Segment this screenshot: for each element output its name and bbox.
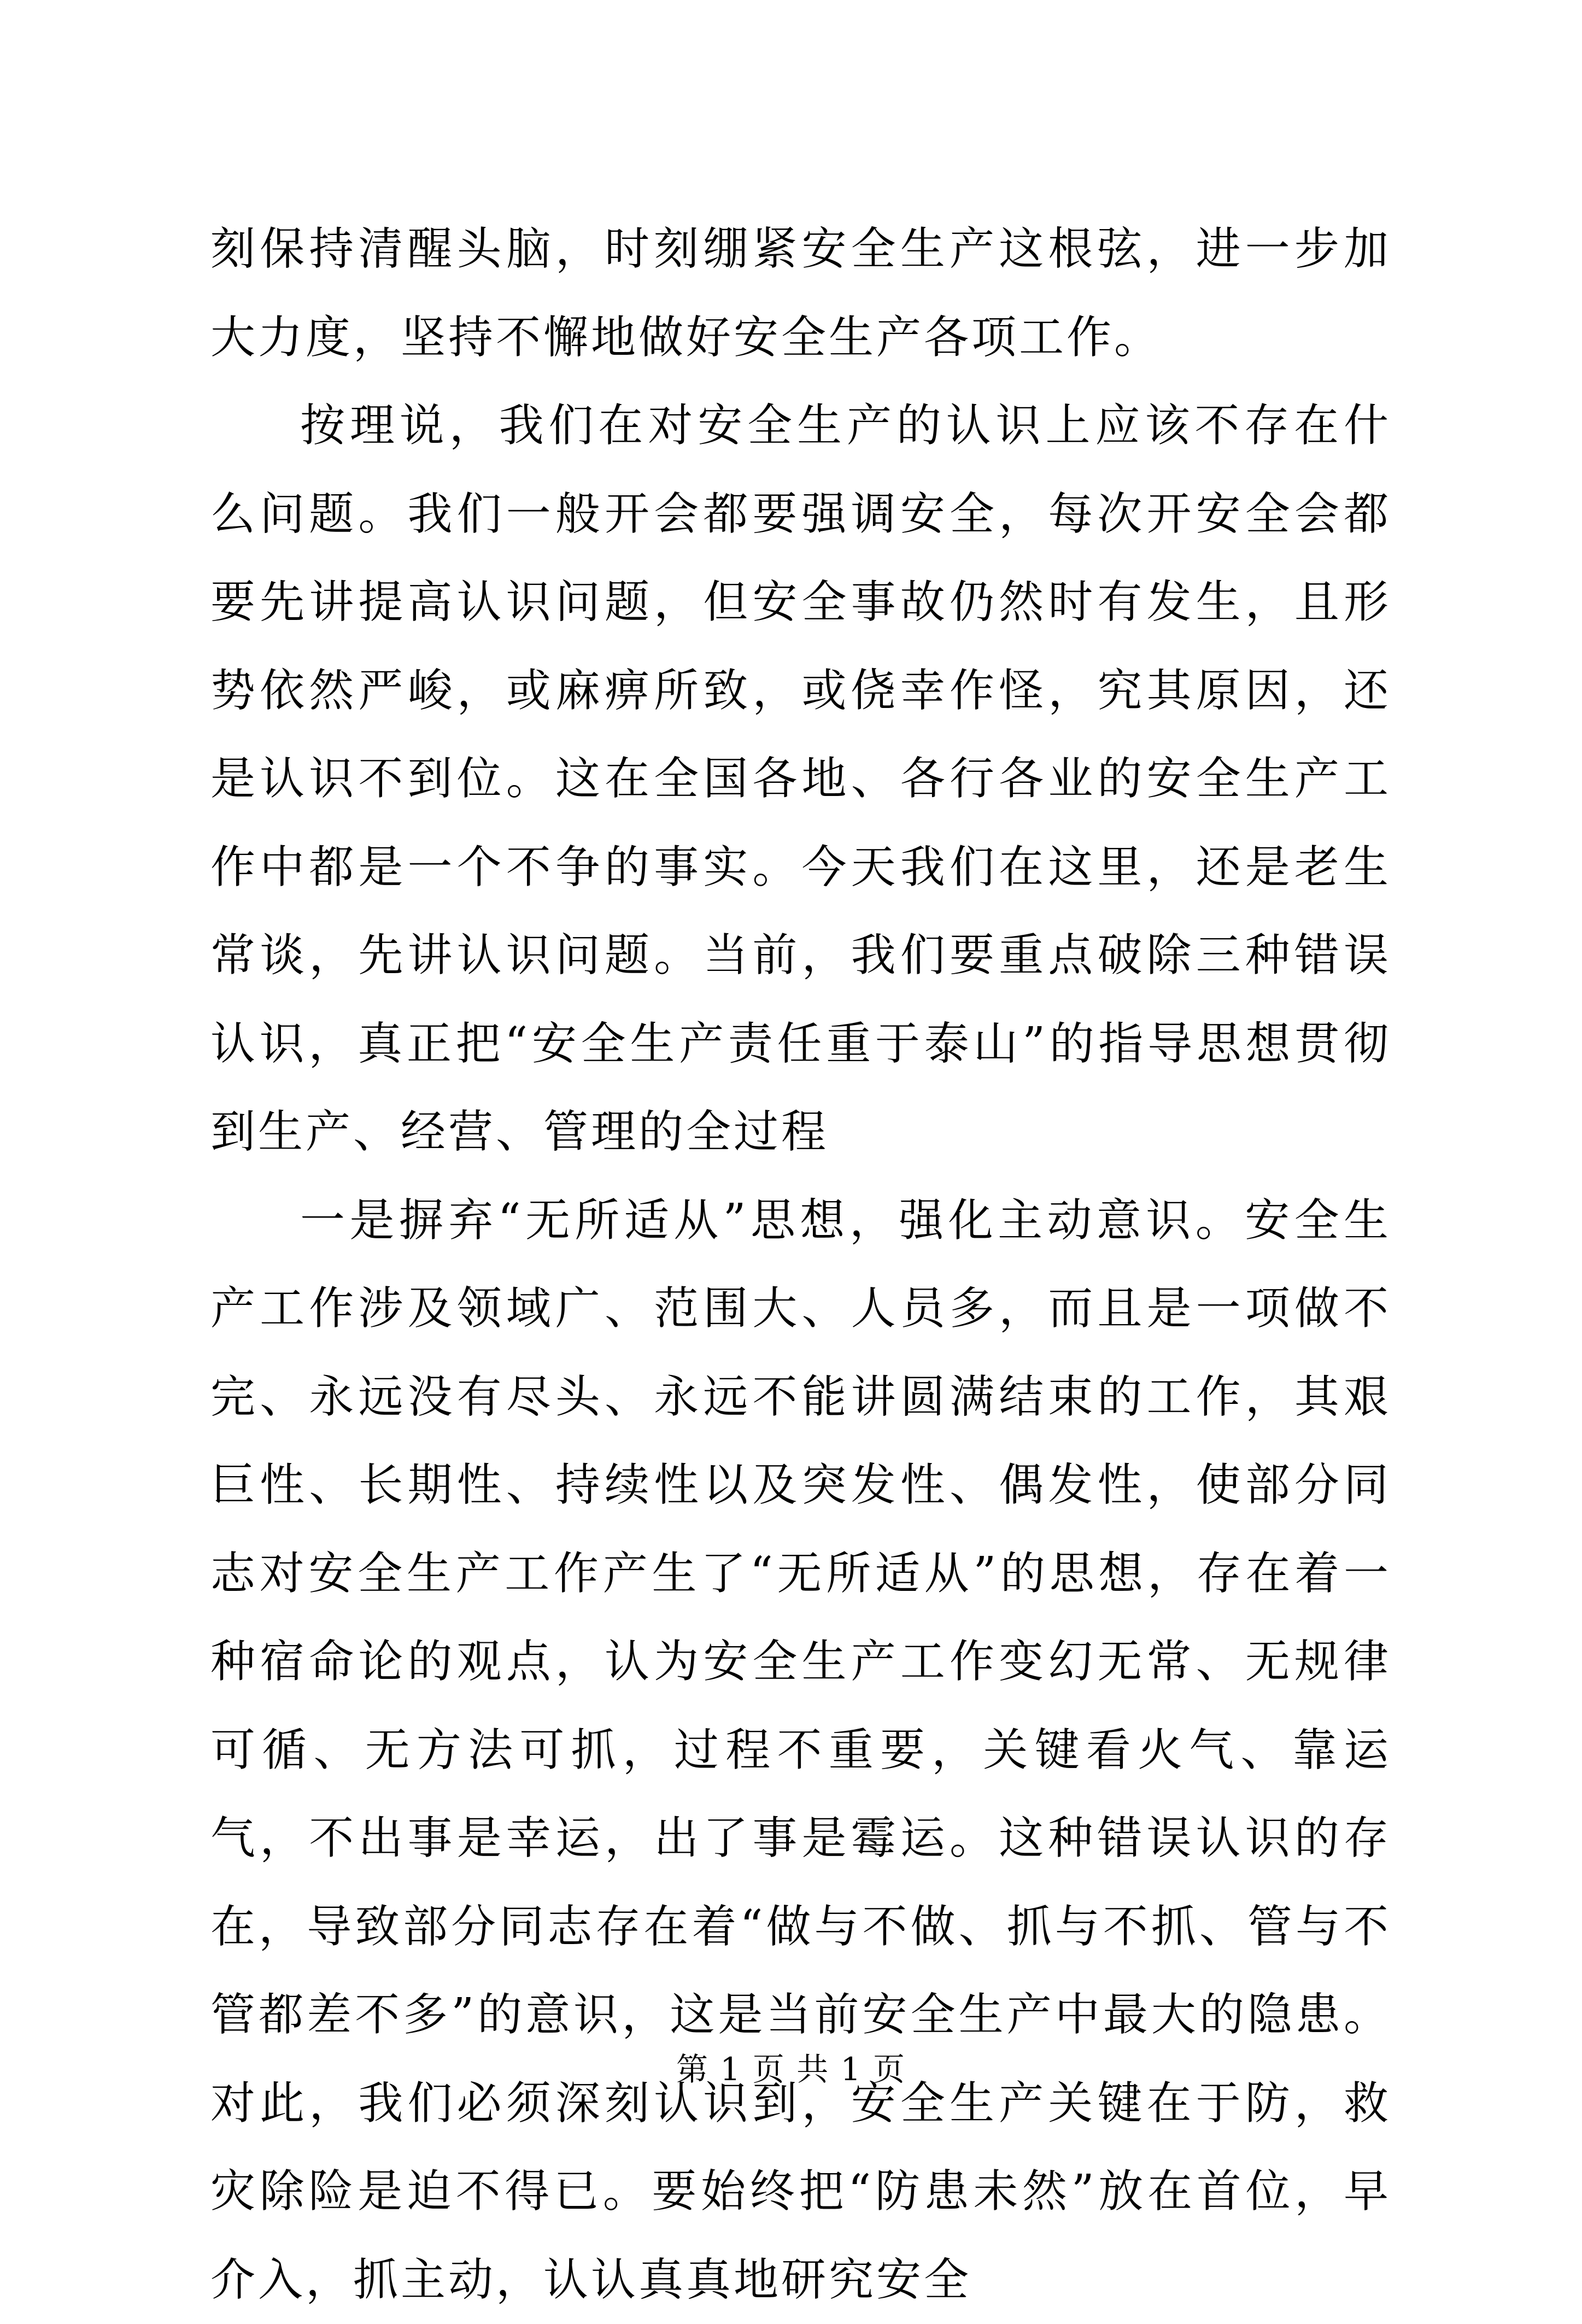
page-footer: 第 1 页 共 1 页: [0, 2047, 1582, 2091]
document-body: [210, 205, 1391, 2324]
paragraph-point-one: 一是摒弃“无所适从”思想，强化主动意识。安全生产工作涉及领域广、范围大、人员多，而且是一项做不完、永远没有尽头、永远不能讲圆满结束的工作，其艰巨性、长期性、持续性以及突发性、偶发性，使部分同志对安全生产工作产生了“无所适从”的思想，存在着一种宿命论的观点，认为安全生产工作变幻无常、无规律可循、无方法可抓，过程不重要，关键看火气、靠运气，不出事是幸运，出了事是霉运。这种错误认识的存在，导致部分同志存在着“做与不做、抓与不抓、管与不管都差不多”的意识，这是当前安全生产中最大的隐患。对此，我们必须深刻认识到，安全生产关键在于防，救灾除险是迫不得已。要始终把“防患未然”放在首位，早介入，抓主动，认认真真地研究安全: [210, 1176, 1391, 2324]
paragraph-awareness: 按理说，我们在对安全生产的认识上应该不存在什么问题。我们一般开会都要强调安全，每次开安全会都要先讲提高认识问题，但安全事故仍然时有发生，且形势依然严峻，或麻痹所致，或侥幸作怪，究其原因，还是认识不到位。这在全国各地、各行各业的安全生产工作中都是一个不争的事实。今天我们在这里，还是老生常谈，先讲认识问题。当前，我们要重点破除三种错误认识，真正把“安全生产责任重于泰山”的指导思想贯彻到生产、经营、管理的全过程: [210, 382, 1391, 1176]
paragraph-continuation: 刻保持清醒头脑，时刻绷紧安全生产这根弦，进一步加大力度，坚持不懈地做好安全生产各项工作。: [210, 205, 1391, 382]
